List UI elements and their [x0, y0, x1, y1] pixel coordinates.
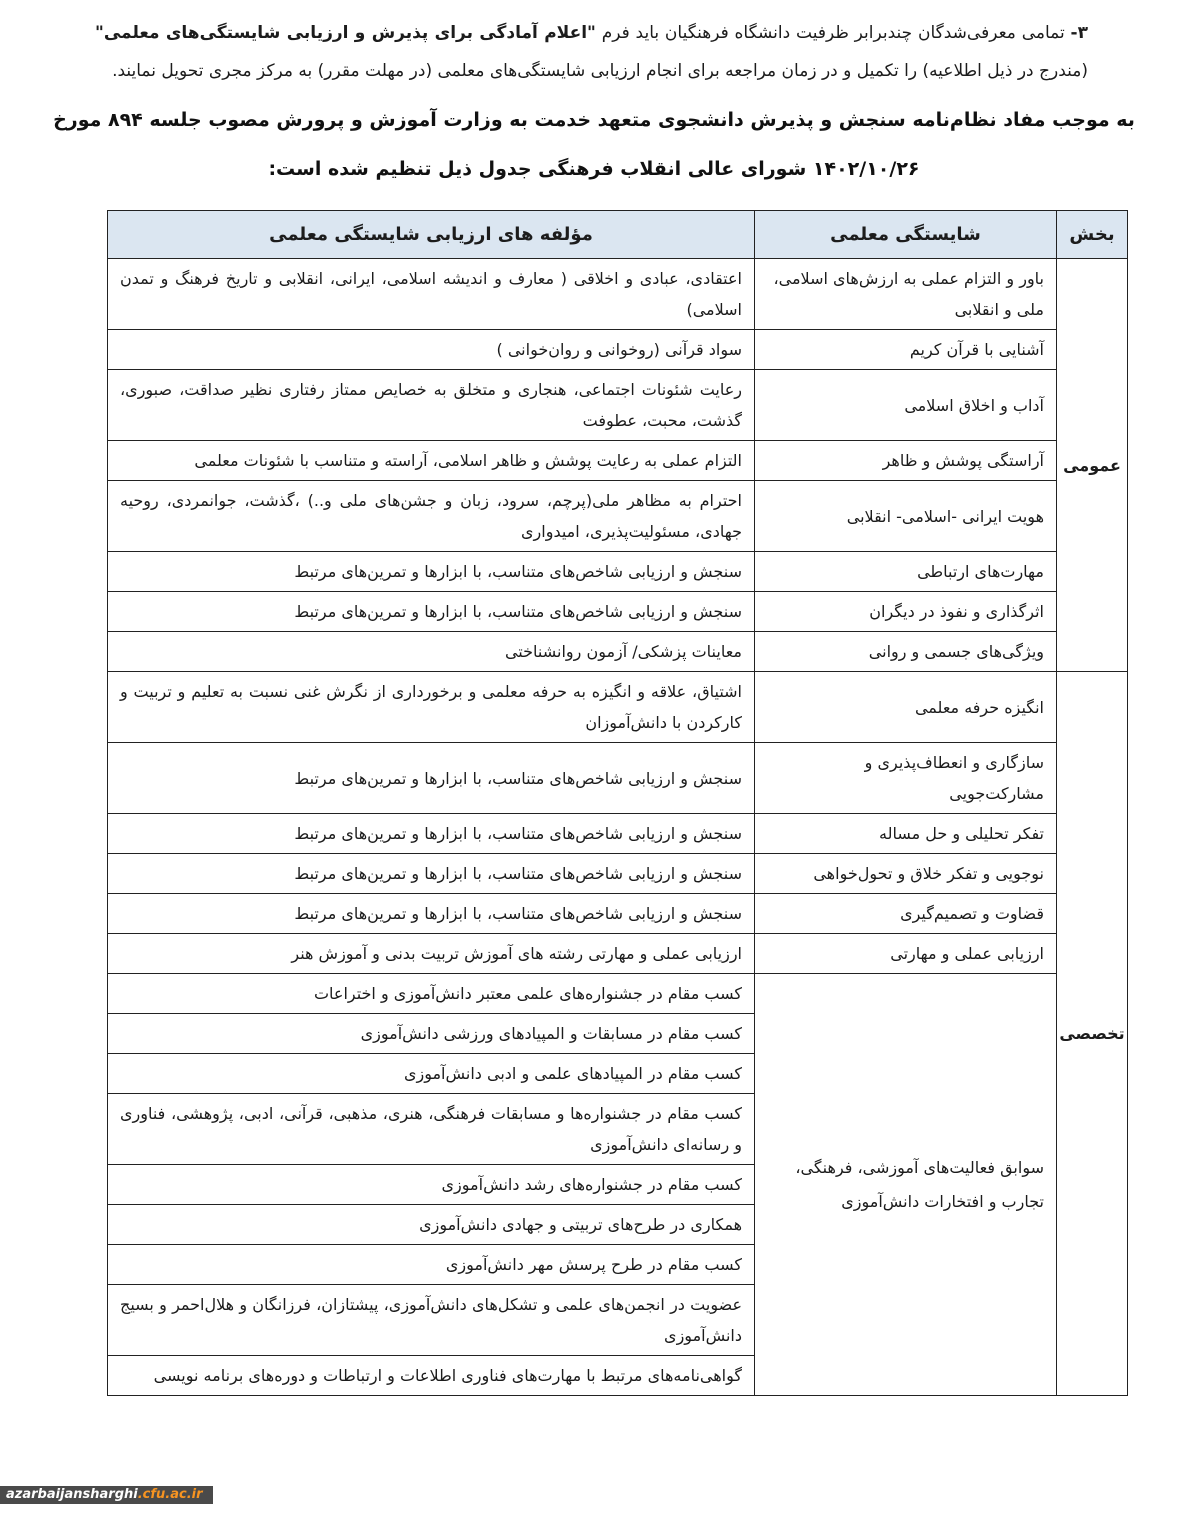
component-cell: معاینات پزشکی/ آزمون روانشناختی [108, 632, 755, 672]
component-cell: کسب مقام در طرح پرسش مهر دانش‌آموزی [108, 1245, 755, 1285]
component-cell: اعتقادی، عبادی و اخلاقی ( معارف و اندیشه اسلامی، ایرانی، انقلابی و تاریخ فرهنگ و تمدن اسلامی) [108, 259, 755, 330]
intro-paragraph [95, 14, 1088, 90]
competency-table [107, 210, 1128, 1396]
component-cell: سنجش و ارزیابی شاخص‌های متناسب، با ابزارها و تمرین‌های مرتبط [108, 894, 755, 934]
component-cell: سنجش و ارزیابی شاخص‌های متناسب، با ابزارها و تمرین‌های مرتبط [108, 552, 755, 592]
table-row [108, 894, 1128, 934]
table-row [108, 481, 1128, 552]
table-row [108, 441, 1128, 481]
competency-cell: هویت ایرانی -اسلامی- انقلابی [755, 481, 1057, 552]
intro-text-before: تمامی معرفی‌شدگان چندبرابر ظرفیت دانشگاه فرهنگیان باید فرم [595, 23, 1071, 43]
table-row [108, 814, 1128, 854]
component-cell: همکاری در طرح‌های تربیتی و جهادی دانش‌آموزی [108, 1205, 755, 1245]
intro-form-name: "اعلام آمادگی برای پذیرش و ارزیابی شایستگی‌های معلمی" [95, 23, 596, 43]
table-row [108, 854, 1128, 894]
intro-text-after: (مندرج در ذیل اطلاعیه) را تکمیل و در زمان مراجعه برای انجام ارزیابی شایستگی‌های معلمی (در مهلت مقرر) به مرکز مجری تحویل نمایند. [112, 61, 1088, 81]
table-row [108, 934, 1128, 974]
competency-cell: مهارت‌های ارتباطی [755, 552, 1057, 592]
competency-cell: سازگاری و انعطاف‌پذیری و مشارکت‌جویی [755, 743, 1057, 814]
component-cell: سواد قرآنی (روخوانی و روان‌خوانی ) [108, 330, 755, 370]
table-row [108, 974, 1128, 1014]
competency-cell: آداب و اخلاق اسلامی [755, 370, 1057, 441]
component-cell: ارزیابی عملی و مهارتی رشته های آموزش تربیت بدنی و آموزش هنر [108, 934, 755, 974]
site-watermark [0, 1486, 213, 1504]
component-cell: سنجش و ارزیابی شاخص‌های متناسب، با ابزارها و تمرین‌های مرتبط [108, 854, 755, 894]
component-cell: سنجش و ارزیابی شاخص‌های متناسب، با ابزارها و تمرین‌های مرتبط [108, 814, 755, 854]
header-components: مؤلفه های ارزیابی شایستگی معلمی [108, 211, 755, 259]
competency-cell: آراستگی پوشش و ظاهر [755, 441, 1057, 481]
component-cell: کسب مقام در جشنواره‌های علمی معتبر دانش‌آموزی و اختراعات [108, 974, 755, 1014]
component-cell: کسب مقام در جشنواره‌های رشد دانش‌آموزی [108, 1165, 755, 1205]
watermark-domain: .cfu.ac.ir [137, 1487, 203, 1502]
competency-cell: تفکر تحلیلی و حل مساله [755, 814, 1057, 854]
table-row [108, 552, 1128, 592]
component-cell: کسب مقام در المپیادهای علمی و ادبی دانش‌آموزی [108, 1054, 755, 1094]
table-row [108, 672, 1128, 743]
component-cell: التزام عملی به رعایت پوشش و ظاهر اسلامی، آراسته و متناسب با شئونات معلمی [108, 441, 755, 481]
competency-cell: قضاوت و تصمیم‌گیری [755, 894, 1057, 934]
component-cell: عضویت در انجمن‌های علمی و تشکل‌های دانش‌آموزی، پیشتازان، فرزانگان و هلال‌احمر و بسیج دانش‌آموزی [108, 1285, 755, 1356]
component-cell: اشتیاق، علاقه و انگیزه به حرفه معلمی و برخورداری از نگرش غنی نسبت به تعلیم و تربیت و کارکردن با دانش‌آموزان [108, 672, 755, 743]
table-row [108, 370, 1128, 441]
competency-cell: نوجویی و تفکر خلاق و تحول‌خواهی [755, 854, 1057, 894]
header-competency: شایستگی معلمی [755, 211, 1057, 259]
intro-item-number: ۳- [1070, 23, 1088, 43]
competency-cell: اثرگذاری و نفوذ در دیگران [755, 592, 1057, 632]
watermark-site-name: azarbaijansharghi [6, 1487, 138, 1502]
component-cell: رعایت شئونات اجتماعی، هنجاری و متخلق به خصایص ممتاز رفتاری نظیر صداقت، صبوری، گذشت، محبت، عطوفت [108, 370, 755, 441]
table-row [108, 632, 1128, 672]
table-row [108, 592, 1128, 632]
component-cell: احترام به مظاهر ملی(پرچم، سرود، زبان و جشن‌های ملی و..) ،گذشت، جوانمردی، روحیه جهادی، مسئولیت‌پذیری، امیدواری [108, 481, 755, 552]
component-cell: کسب مقام در جشنواره‌ها و مسابقات فرهنگی، هنری، مذهبی، قرآنی، ادبی، پژوهشی، فناوری و رسانه‌ای دانش‌آموزی [108, 1094, 755, 1165]
table-row [108, 743, 1128, 814]
component-cell: سنجش و ارزیابی شاخص‌های متناسب، با ابزارها و تمرین‌های مرتبط [108, 743, 755, 814]
component-cell: کسب مقام در مسابقات و المپیادهای ورزشی دانش‌آموزی [108, 1014, 755, 1054]
component-cell: سنجش و ارزیابی شاخص‌های متناسب، با ابزارها و تمرین‌های مرتبط [108, 592, 755, 632]
table-row [108, 330, 1128, 370]
table-header-row [108, 211, 1128, 259]
competency-cell: آشنایی با قرآن کریم [755, 330, 1057, 370]
regulation-heading: به موجب مفاد نظام‌نامه سنجش و پذیرش دانشجوی متعهد خدمت به وزارت آموزش و پرورش مصوب جلسه ۸۹۴ مورخ ۱۴۰۲/۱۰/۲۶ شورای عالی انقلاب فرهنگی جدول ذیل تنظیم شده است: [53, 109, 1135, 180]
table-row [108, 259, 1128, 330]
competency-cell: انگیزه حرفه معلمی [755, 672, 1057, 743]
section-cell-specialized: تخصصی [1057, 672, 1128, 1396]
competency-cell: ارزیابی عملی و مهارتی [755, 934, 1057, 974]
competency-cell: ویژگی‌های جسمی و روانی [755, 632, 1057, 672]
section-cell-general: عمومی [1057, 259, 1128, 672]
component-cell: گواهی‌نامه‌های مرتبط با مهارت‌های فناوری اطلاعات و ارتباطات و دوره‌های برنامه نویسی [108, 1356, 755, 1396]
competency-cell-student-records: سوابق فعالیت‌های آموزشی، فرهنگی، تجارب و افتخارات دانش‌آموزی [755, 974, 1057, 1396]
header-section: بخش [1057, 211, 1128, 259]
competency-cell: باور و التزام عملی به ارزش‌های اسلامی، ملی و انقلابی [755, 259, 1057, 330]
